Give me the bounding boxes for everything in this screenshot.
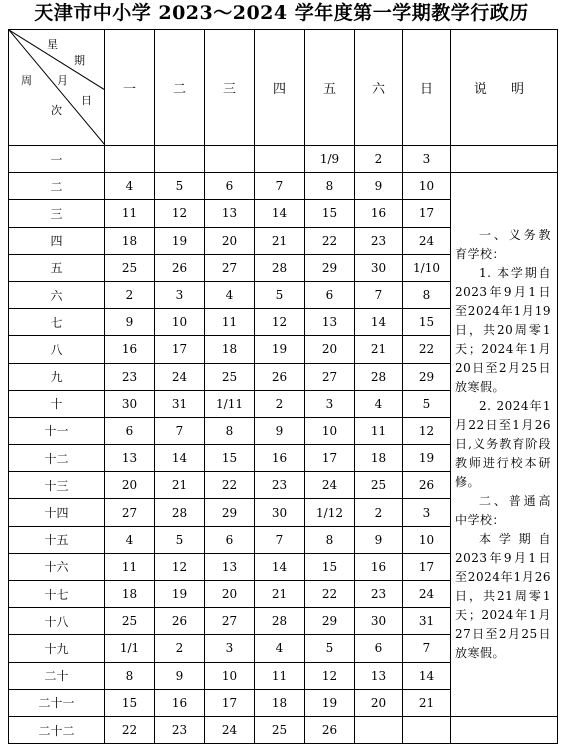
- day-cell: 27: [205, 254, 255, 281]
- day-cell: 22: [105, 716, 155, 743]
- notes-header: 说 明: [451, 30, 558, 146]
- day-cell: 19: [155, 581, 205, 608]
- day-cell: 7: [355, 281, 403, 308]
- day-cell: 12: [403, 417, 451, 444]
- day-cell: 13: [355, 662, 403, 689]
- day-cell: 19: [305, 689, 355, 716]
- day-cell: 20: [355, 689, 403, 716]
- day-cell: 15: [105, 689, 155, 716]
- day-cell: 15: [205, 445, 255, 472]
- day-cell: 13: [305, 309, 355, 336]
- week-number: 十九: [9, 635, 105, 662]
- day-cell: 11: [255, 662, 305, 689]
- day-cell: 9: [255, 417, 305, 444]
- weekday-header: 一: [105, 30, 155, 146]
- day-cell: 20: [305, 336, 355, 363]
- day-cell: 7: [255, 526, 305, 553]
- day-cell: 2: [105, 281, 155, 308]
- day-cell: 26: [155, 608, 205, 635]
- day-cell: 5: [155, 526, 205, 553]
- day-cell: 19: [155, 227, 205, 254]
- day-cell: 14: [355, 309, 403, 336]
- day-cell: 25: [105, 254, 155, 281]
- day-cell: 1/12: [305, 499, 355, 526]
- day-cell: 22: [305, 581, 355, 608]
- day-cell: 9: [355, 526, 403, 553]
- notes-cell: [451, 173, 558, 717]
- week-number: 三: [9, 200, 105, 227]
- corner-label-zhou: 周: [21, 74, 32, 87]
- day-cell: 8: [305, 173, 355, 200]
- day-cell: 11: [105, 200, 155, 227]
- day-cell: 5: [155, 173, 205, 200]
- day-cell: 1/10: [403, 254, 451, 281]
- day-cell: 19: [403, 445, 451, 472]
- day-cell: 30: [255, 499, 305, 526]
- day-cell: 27: [305, 363, 355, 390]
- day-cell: 27: [205, 608, 255, 635]
- day-cell: 25: [205, 363, 255, 390]
- day-cell: 17: [403, 200, 451, 227]
- day-cell: 24: [403, 227, 451, 254]
- day-cell: 29: [205, 499, 255, 526]
- notes-empty-cell: [451, 146, 558, 173]
- week-number: 四: [9, 227, 105, 254]
- day-cell: 24: [205, 716, 255, 743]
- day-cell: 17: [403, 553, 451, 580]
- day-cell: 16: [355, 553, 403, 580]
- day-cell: 17: [155, 336, 205, 363]
- day-cell: 23: [155, 716, 205, 743]
- note-paragraph: 一、义务教育学校：: [455, 228, 551, 262]
- day-cell: 7: [255, 173, 305, 200]
- week-row: [9, 146, 558, 173]
- day-cell: 2: [255, 390, 305, 417]
- day-cell: 13: [105, 445, 155, 472]
- day-cell: 14: [403, 662, 451, 689]
- diagonal-header-cell: [9, 30, 105, 146]
- day-cell: 6: [105, 417, 155, 444]
- day-cell: 9: [355, 173, 403, 200]
- day-cell: 18: [105, 227, 155, 254]
- week-number: 二十: [9, 662, 105, 689]
- corner-label-ci: 次: [51, 104, 62, 117]
- notes-empty-cell: [451, 716, 558, 743]
- day-cell: 10: [403, 526, 451, 553]
- corner-label-xing: 星: [47, 38, 58, 51]
- day-cell: 5: [255, 281, 305, 308]
- day-cell: [403, 716, 451, 743]
- day-cell: 6: [305, 281, 355, 308]
- note-paragraph: 二、普通高中学校：: [455, 494, 551, 528]
- day-cell: [205, 146, 255, 173]
- day-cell: 16: [355, 200, 403, 227]
- day-cell: 22: [205, 472, 255, 499]
- day-cell: 25: [355, 472, 403, 499]
- weekday-header: 五: [305, 30, 355, 146]
- day-cell: 3: [155, 281, 205, 308]
- day-cell: 4: [205, 281, 255, 308]
- weekday-header: 日: [403, 30, 451, 146]
- week-number: 二十二: [9, 716, 105, 743]
- day-cell: 4: [355, 390, 403, 417]
- day-cell: 25: [105, 608, 155, 635]
- day-cell: 2: [355, 146, 403, 173]
- corner-label-ri: 日: [81, 94, 92, 107]
- day-cell: 25: [255, 716, 305, 743]
- day-cell: 14: [255, 553, 305, 580]
- week-number: 十八: [9, 608, 105, 635]
- day-cell: 30: [355, 608, 403, 635]
- day-cell: 17: [205, 689, 255, 716]
- note-paragraph: 2. 2024年1月22日至1月26日,义务教育阶段教师进行校本研修。: [455, 399, 551, 490]
- day-cell: 16: [255, 445, 305, 472]
- day-cell: 28: [255, 254, 305, 281]
- day-cell: 26: [403, 472, 451, 499]
- day-cell: 8: [205, 417, 255, 444]
- day-cell: 24: [305, 472, 355, 499]
- day-cell: 31: [403, 608, 451, 635]
- day-cell: [355, 716, 403, 743]
- day-cell: 22: [403, 336, 451, 363]
- day-cell: 7: [155, 417, 205, 444]
- week-number: 五: [9, 254, 105, 281]
- week-number: 九: [9, 363, 105, 390]
- day-cell: 14: [255, 200, 305, 227]
- day-cell: 4: [255, 635, 305, 662]
- day-cell: 11: [205, 309, 255, 336]
- day-cell: 18: [355, 445, 403, 472]
- day-cell: 29: [403, 363, 451, 390]
- day-cell: 18: [105, 581, 155, 608]
- day-cell: 5: [403, 390, 451, 417]
- week-number: 七: [9, 309, 105, 336]
- week-number: 十四: [9, 499, 105, 526]
- day-cell: 18: [255, 689, 305, 716]
- week-number: 二十一: [9, 689, 105, 716]
- note-paragraph: 1. 本学期自2023年9月1日至2024年1月19日，共20周零1天；2024年1月20日至2月25日放寒假。: [455, 266, 551, 395]
- day-cell: 15: [403, 309, 451, 336]
- day-cell: 2: [155, 635, 205, 662]
- day-cell: 20: [205, 581, 255, 608]
- day-cell: 23: [355, 581, 403, 608]
- day-cell: 5: [305, 635, 355, 662]
- day-cell: 26: [155, 254, 205, 281]
- day-cell: 12: [155, 200, 205, 227]
- weekday-header: 四: [255, 30, 305, 146]
- day-cell: 10: [403, 173, 451, 200]
- header-row: [9, 30, 558, 146]
- day-cell: 28: [155, 499, 205, 526]
- day-cell: 14: [155, 445, 205, 472]
- day-cell: 3: [305, 390, 355, 417]
- calendar-table: [8, 29, 558, 744]
- day-cell: [105, 146, 155, 173]
- day-cell: [255, 146, 305, 173]
- day-cell: 11: [105, 553, 155, 580]
- day-cell: 1/1: [105, 635, 155, 662]
- day-cell: 8: [105, 662, 155, 689]
- day-cell: 1/9: [305, 146, 355, 173]
- day-cell: 15: [305, 553, 355, 580]
- day-cell: 30: [355, 254, 403, 281]
- day-cell: 15: [305, 200, 355, 227]
- day-cell: 21: [255, 581, 305, 608]
- day-cell: 21: [255, 227, 305, 254]
- day-cell: 9: [155, 662, 205, 689]
- week-number: 六: [9, 281, 105, 308]
- day-cell: 23: [255, 472, 305, 499]
- week-number: 二: [9, 173, 105, 200]
- day-cell: 20: [105, 472, 155, 499]
- weekday-header: 三: [205, 30, 255, 146]
- week-number: 十六: [9, 553, 105, 580]
- day-cell: 20: [205, 227, 255, 254]
- day-cell: 3: [403, 146, 451, 173]
- day-cell: 6: [355, 635, 403, 662]
- day-cell: 6: [205, 526, 255, 553]
- day-cell: 24: [155, 363, 205, 390]
- week-number: 十七: [9, 581, 105, 608]
- day-cell: 18: [205, 336, 255, 363]
- day-cell: 31: [155, 390, 205, 417]
- weekday-header: 六: [355, 30, 403, 146]
- day-cell: 17: [305, 445, 355, 472]
- day-cell: 8: [403, 281, 451, 308]
- day-cell: 12: [255, 309, 305, 336]
- day-cell: 21: [403, 689, 451, 716]
- page-title: 天津市中小学 2023～2024 学年度第一学期教学行政历: [34, 2, 529, 24]
- day-cell: 10: [155, 309, 205, 336]
- weekday-header: 二: [155, 30, 205, 146]
- corner-label-yue: 月: [57, 74, 68, 87]
- week-row: [9, 716, 558, 743]
- day-cell: 26: [255, 363, 305, 390]
- day-cell: 12: [305, 662, 355, 689]
- week-number: 十二: [9, 445, 105, 472]
- day-cell: 3: [403, 499, 451, 526]
- week-number: 十: [9, 390, 105, 417]
- day-cell: 10: [305, 417, 355, 444]
- day-cell: 27: [105, 499, 155, 526]
- week-number: 八: [9, 336, 105, 363]
- day-cell: 13: [205, 553, 255, 580]
- day-cell: 22: [305, 227, 355, 254]
- week-number: 十一: [9, 417, 105, 444]
- day-cell: 2: [355, 499, 403, 526]
- day-cell: 28: [255, 608, 305, 635]
- day-cell: 30: [105, 390, 155, 417]
- week-number: 十三: [9, 472, 105, 499]
- day-cell: 12: [155, 553, 205, 580]
- day-cell: 23: [105, 363, 155, 390]
- day-cell: 8: [305, 526, 355, 553]
- day-cell: 21: [155, 472, 205, 499]
- day-cell: 6: [205, 173, 255, 200]
- week-row: [9, 173, 558, 200]
- day-cell: 21: [355, 336, 403, 363]
- day-cell: 23: [355, 227, 403, 254]
- day-cell: 10: [205, 662, 255, 689]
- day-cell: 9: [105, 309, 155, 336]
- day-cell: 1/11: [205, 390, 255, 417]
- day-cell: 24: [403, 581, 451, 608]
- day-cell: 11: [355, 417, 403, 444]
- corner-label-qi: 期: [74, 54, 85, 67]
- day-cell: 7: [403, 635, 451, 662]
- day-cell: [155, 146, 205, 173]
- day-cell: 26: [305, 716, 355, 743]
- week-number: 十五: [9, 526, 105, 553]
- day-cell: 28: [355, 363, 403, 390]
- day-cell: 13: [205, 200, 255, 227]
- day-cell: 16: [155, 689, 205, 716]
- day-cell: 4: [105, 173, 155, 200]
- day-cell: 19: [255, 336, 305, 363]
- note-paragraph: 本学期自2023年9月1日至2024年1月26日，共21周零1天；2024年1月27日至2月25日放寒假。: [455, 532, 551, 661]
- day-cell: 29: [305, 254, 355, 281]
- day-cell: 4: [105, 526, 155, 553]
- day-cell: 16: [105, 336, 155, 363]
- day-cell: 29: [305, 608, 355, 635]
- week-number: 一: [9, 146, 105, 173]
- day-cell: 3: [205, 635, 255, 662]
